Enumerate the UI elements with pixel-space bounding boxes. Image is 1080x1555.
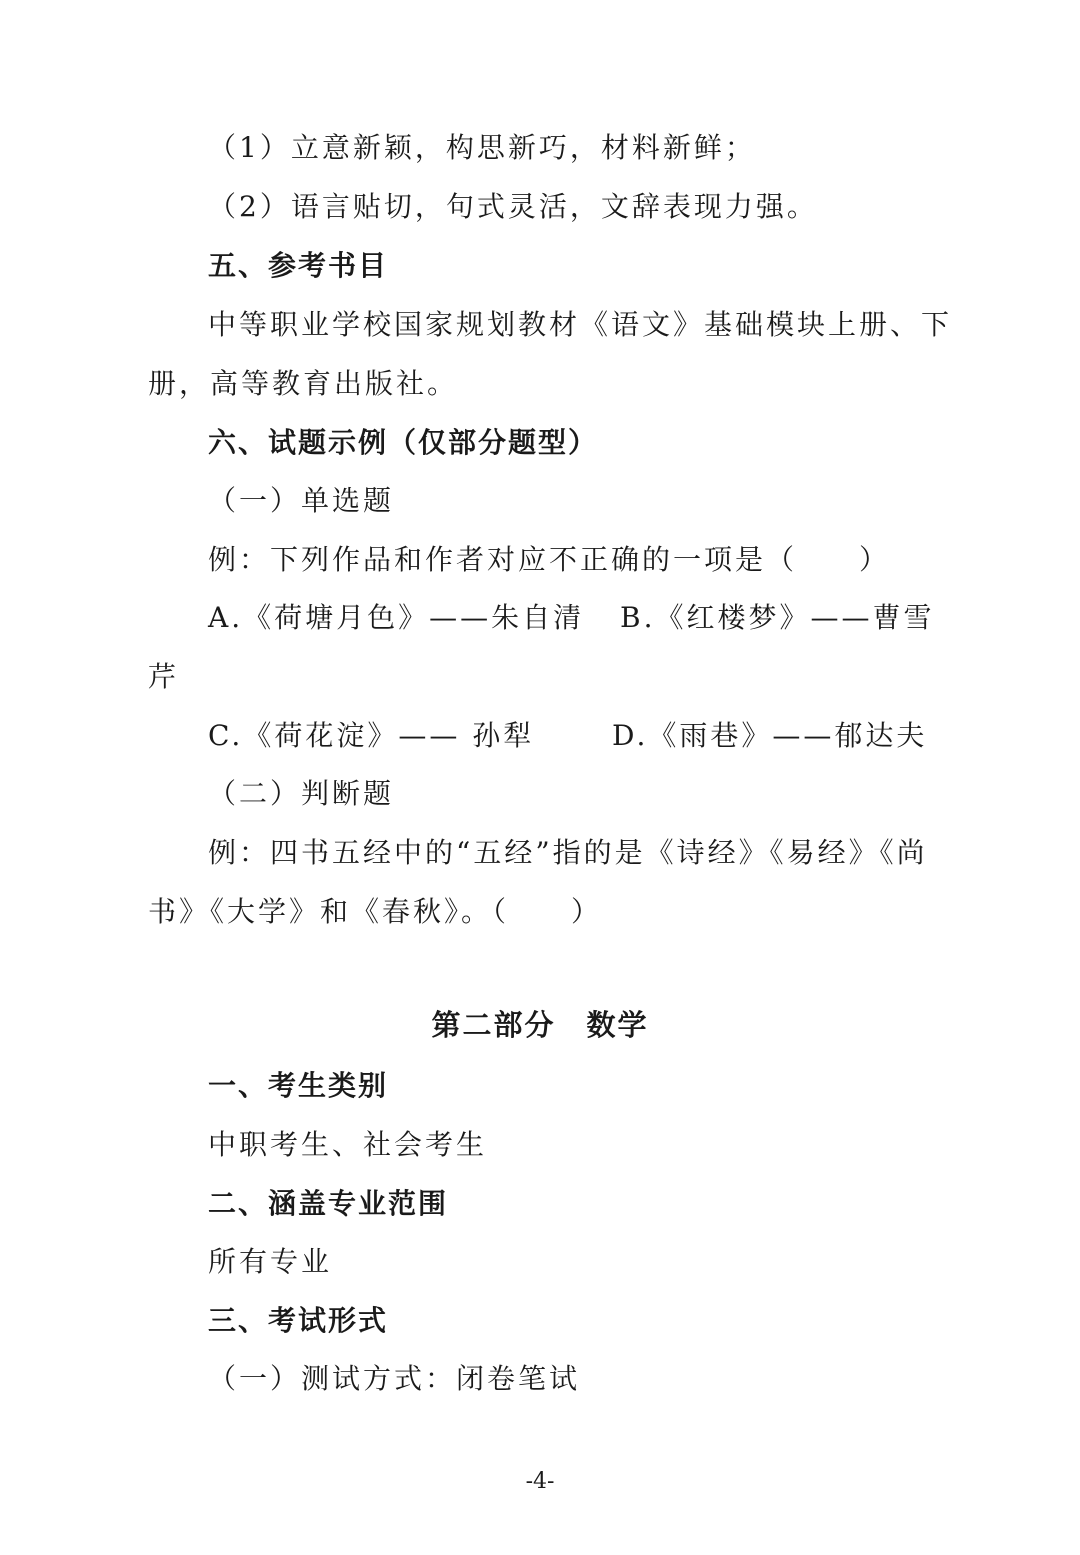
question-2-line-1: 例：四书五经中的“五经”指的是《诗经》《易经》《尚: [208, 836, 928, 869]
criterion-1: （1）立意新颖，构思新巧，材料新鲜；: [208, 131, 756, 164]
option-c: C.《荷花淀》—— 孙犁: [208, 719, 535, 752]
subheading-single-choice: （一）单选题: [208, 484, 395, 517]
heading-references: 五、参考书目: [208, 249, 389, 282]
part-two-title: 第二部分 数学: [431, 1008, 649, 1042]
reference-line-1: 中等职业学校国家规划教材《语文》基础模块上册、下: [208, 308, 953, 341]
heading-exam-format: 三、考试形式: [208, 1304, 389, 1337]
option-b-continuation: 芹: [148, 660, 180, 693]
subheading-true-false: （二）判断题: [208, 777, 395, 810]
major-scope-text: 所有专业: [208, 1245, 333, 1278]
criterion-2: （2）语言贴切，句式灵活，文辞表现力强。: [208, 190, 818, 223]
heading-major-scope: 二、涵盖专业范围: [208, 1187, 449, 1220]
heading-sample-questions: 六、试题示例（仅部分题型）: [208, 426, 599, 459]
page-number: -4-: [525, 1469, 555, 1494]
option-a: A.《荷塘月色》——朱自清: [208, 601, 585, 634]
reference-line-2: 册，高等教育出版社。: [148, 367, 459, 400]
heading-candidate-category: 一、考生类别: [208, 1069, 389, 1102]
question-1: 例：下列作品和作者对应不正确的一项是（ ）: [208, 543, 891, 576]
option-d: D.《雨巷》——郁达夫: [612, 719, 928, 752]
question-2-line-2: 书》《大学》和《春秋》。（ ）: [148, 895, 603, 928]
exam-method-text: （一）测试方式：闭卷笔试: [208, 1362, 581, 1395]
option-b: B.《红楼梦》——曹雪: [620, 601, 935, 634]
candidate-category-text: 中职考生、社会考生: [208, 1128, 488, 1161]
